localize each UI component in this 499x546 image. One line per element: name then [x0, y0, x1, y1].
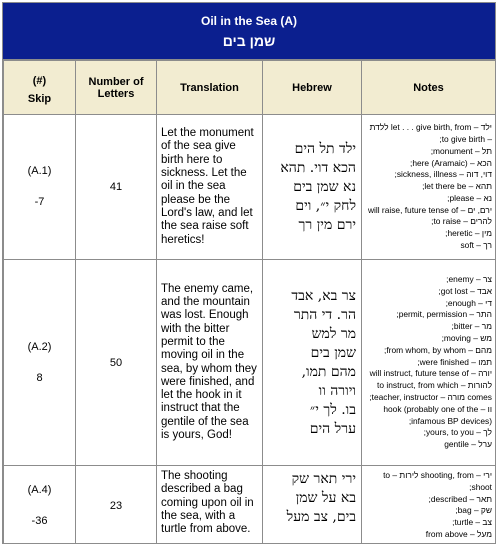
note-line: דוי, דוה – sickness, illness; — [394, 169, 492, 180]
table-title — [3, 3, 495, 60]
note-line: תהא – let there be; — [422, 181, 492, 192]
note-line: אבד – got lost; — [438, 285, 492, 296]
row-id: (A.1) — [27, 165, 52, 177]
hebrew-cell — [263, 260, 362, 466]
header-notes: Notes — [362, 61, 496, 115]
note-line: שק – bag; — [455, 505, 492, 516]
note-line: צר – enemy; — [446, 274, 492, 285]
row-id: (A.2) — [27, 340, 52, 353]
hebrew-line: מהם תמו, — [301, 363, 356, 380]
hebrew-line: צר בא, אבד — [291, 287, 356, 304]
translation-cell: Let the monument of the sea give birth here to sickness. Let the oil in the sea please be the Lord's law, and let the sea raise soft heretics! — [157, 115, 263, 260]
header-skip-top: (#) — [32, 74, 47, 87]
notes-cell — [362, 115, 496, 260]
code-table — [3, 60, 496, 544]
note-line: הכא – here (Aramaic); — [410, 157, 492, 168]
header-row — [4, 61, 496, 115]
letters-cell: 23 — [76, 466, 157, 545]
notes-cell — [362, 466, 496, 545]
title-english: Oil in the Sea (A) — [200, 14, 297, 28]
hebrew-cell — [263, 466, 362, 545]
table-row — [4, 466, 496, 545]
note-line: תמו – were finished; — [417, 356, 492, 367]
note-line: וו – hook (probably one of the infamous BP devices); — [383, 403, 492, 426]
note-line: התר – permit, permission; — [396, 309, 492, 320]
note-line: צב – turtle; — [452, 517, 492, 528]
note-line: ירם, ים – will raise, future tense of להרים – to raise; — [367, 204, 492, 227]
header-hebrew: Hebrew — [263, 61, 362, 115]
hebrew-line: הר. די התר — [293, 306, 356, 323]
notes-cell — [362, 260, 496, 466]
note-line: ילד – let . . . give birth, from ללדת – to give birth; — [369, 122, 492, 144]
hebrew-line: לחק י״, וים — [295, 197, 356, 214]
hebrew-line: הכא דוי. תהא — [280, 159, 356, 176]
letters-cell: 50 — [76, 260, 157, 466]
hebrew-line: בא על שמן — [295, 490, 356, 506]
note-line: תל – monument; — [430, 145, 492, 156]
table-row — [4, 260, 496, 466]
note-line: מין – heretic; — [445, 228, 492, 239]
table-frame — [2, 2, 496, 544]
note-line: מהם – from whom, by whom; — [384, 344, 492, 355]
hebrew-line: ילד תל הים — [294, 140, 356, 157]
row-skip: 8 — [36, 371, 43, 384]
note-line: לך – yours, to you; — [423, 427, 492, 438]
header-skip-bottom: Skip — [27, 92, 52, 105]
note-line: די – enough; — [445, 297, 492, 308]
header-skip — [4, 61, 76, 115]
hebrew-line: בו. לך י״ — [309, 401, 356, 418]
note-line: תאר – described; — [428, 493, 492, 504]
skip-cell — [4, 260, 76, 466]
header-translation: Translation — [157, 61, 263, 115]
hebrew-line: ירי תאר שק — [291, 471, 356, 487]
skip-cell — [4, 115, 76, 260]
hebrew-line: ערל הים — [309, 420, 356, 437]
hebrew-cell — [263, 115, 362, 260]
row-skip: -7 — [34, 196, 45, 208]
translation-cell: The shooting described a bag coming upon oil in the sea, with a turtle from above. — [157, 466, 263, 545]
note-line: יורה – will instruct, future tense of להורות – to instruct, from which comes מורה – teacher, instructor; — [369, 368, 492, 402]
hebrew-line: ירם מין רך — [298, 216, 356, 233]
hebrew-line: ויורה וו — [318, 382, 356, 399]
hebrew-line: שמן בים — [310, 344, 356, 361]
header-letters: Number of Letters — [76, 61, 157, 115]
note-line: רך – soft — [460, 240, 492, 251]
hebrew-line: נא שמן בים — [293, 178, 356, 195]
note-line: מעל – from above — [425, 528, 492, 539]
note-line: נא – please; — [447, 192, 492, 203]
letters-cell: 41 — [76, 115, 157, 260]
hebrew-line: בים, צב מעל — [286, 509, 356, 525]
note-line: ירי – shooting, from לירות – to shoot; — [383, 470, 492, 492]
table-row — [4, 115, 496, 260]
translation-cell: The enemy came, and the mountain was lost. Enough with the bitter permit to the moving oil in the sea, by whom they were finished, and let the hook in it instruct that the gentile of the sea is yours, God! — [157, 260, 263, 466]
skip-cell — [4, 466, 76, 545]
row-skip: -36 — [31, 514, 48, 527]
row-id: (A.4) — [27, 483, 52, 496]
note-line: מש – moving; — [441, 333, 492, 343]
hebrew-line: מר למש — [311, 325, 356, 342]
note-line: מר – bitter; — [451, 321, 492, 332]
note-line: ערל – gentile — [444, 439, 492, 450]
title-hebrew: שמן בים — [222, 33, 276, 49]
